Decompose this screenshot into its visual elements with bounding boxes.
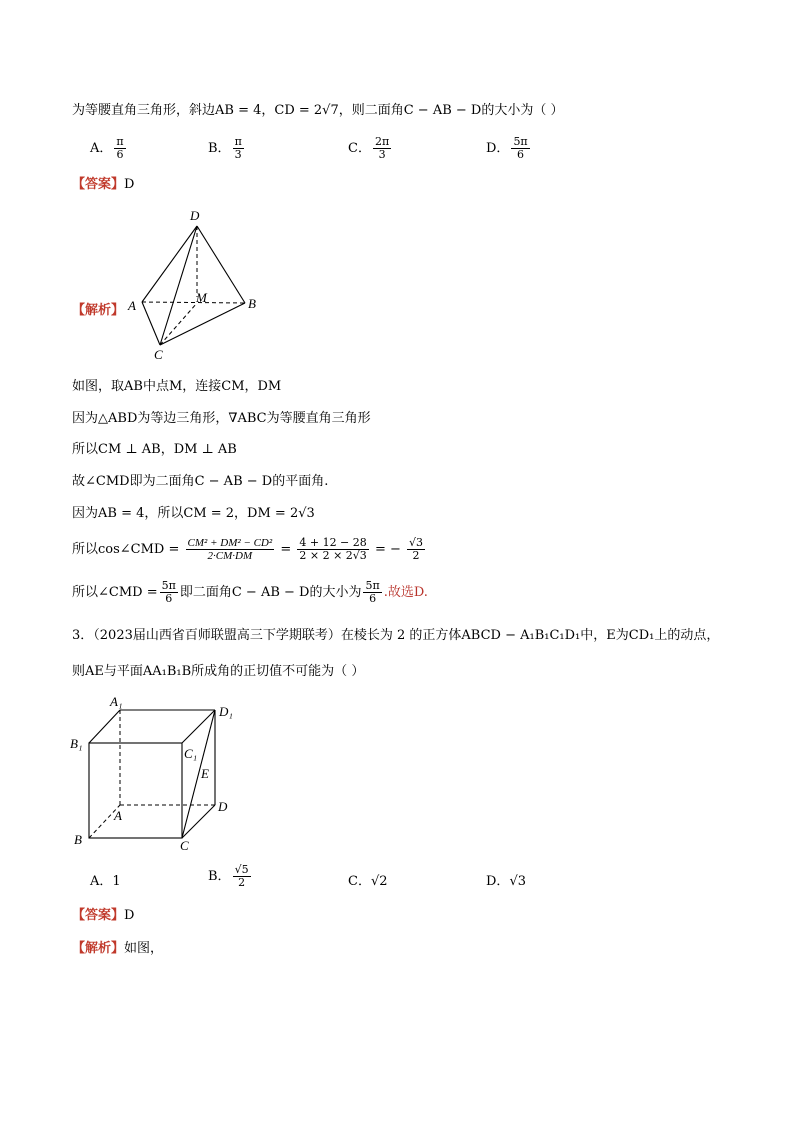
q3-analysis: 【解析】如图， [72, 941, 164, 956]
q2-sol-2: 因为△ABD为等边三角形，∇ABC为等腰直角三角形 [72, 411, 371, 426]
tetrahedron-figure [120, 205, 270, 365]
q3-option-a: A．1 [90, 874, 121, 889]
label-D: D [190, 208, 200, 223]
label-B: B [74, 832, 82, 847]
q3-answer: 【答案】D [72, 908, 135, 923]
q2-sol-5: 因为AB = 4，所以CM = 2，DM = 2√3 [72, 506, 315, 521]
q2-sol-1: 如图，取AB中点M，连接CM，DM [72, 379, 282, 394]
q3-stem-1: 3．（2023届山西省百师联盟高三下学期联考）在棱长为 2 的正方体ABCD − A₁B₁C₁D₁中，E为CD₁上的动点， [72, 628, 720, 643]
label-E: E [201, 766, 209, 781]
q2-cos-line: 所以cos∠CMD = $\frac{\text{CM² + DM² − CD²}}{2\cdot CM\cdot DM}$ = $\frac{4 + 12 - 28}{2 \times 2 \times 2√3}$ = − $\frac{√3}{2}$ [72, 536, 424, 562]
q2-option-d: D． $\frac{5\pi}{6}$ [486, 135, 528, 161]
q2-analysis-label: 【解析】 [72, 303, 125, 318]
q2-sol-4: 故∠CMD即为二面角C − AB − D的平面角. [72, 474, 329, 489]
label-A: A [114, 808, 122, 823]
label-C: C [180, 838, 189, 853]
label-C: C [154, 347, 163, 362]
q2-option-c: C． $\frac{2\pi}{3}$ [348, 135, 390, 161]
label-A1: A₁ [110, 694, 123, 709]
label-D1: D₁ [219, 704, 233, 719]
q2-option-a: A． $\frac{\pi}{6}$ [90, 135, 124, 161]
label-B1: B₁ [70, 736, 83, 751]
q2-stem: 为等腰直角三角形，斜边AB = 4，CD = 2√7，则二面角C − AB − D的大小为（ ） [72, 103, 564, 118]
q2-answer: 【答案】D [72, 177, 135, 192]
label-C1: C₁ [184, 746, 198, 761]
q2-sol-3: 所以CM ⊥ AB，DM ⊥ AB [72, 442, 237, 457]
label-A: A [128, 298, 136, 313]
q2-final-line: 所以∠CMD = $\frac{5\pi}{6}$ 即二面角C − AB − D的大小为 $\frac{5\pi}{6}$ .故选D. [72, 579, 428, 605]
q2-option-b: B． $\frac{\pi}{3}$ [208, 135, 242, 161]
label-B: B [248, 296, 256, 311]
q3-option-b: B． $\frac{√5}{2}$ [208, 863, 249, 889]
label-M: M [196, 290, 207, 305]
q3-option-c: C．√2 [348, 874, 388, 889]
q3-stem-2: 则AE与平面AA₁B₁B所成角的正切值不可能为（ ） [72, 664, 365, 679]
label-D: D [218, 799, 228, 814]
q3-option-d: D．√3 [486, 874, 526, 889]
cube-figure [68, 690, 258, 860]
